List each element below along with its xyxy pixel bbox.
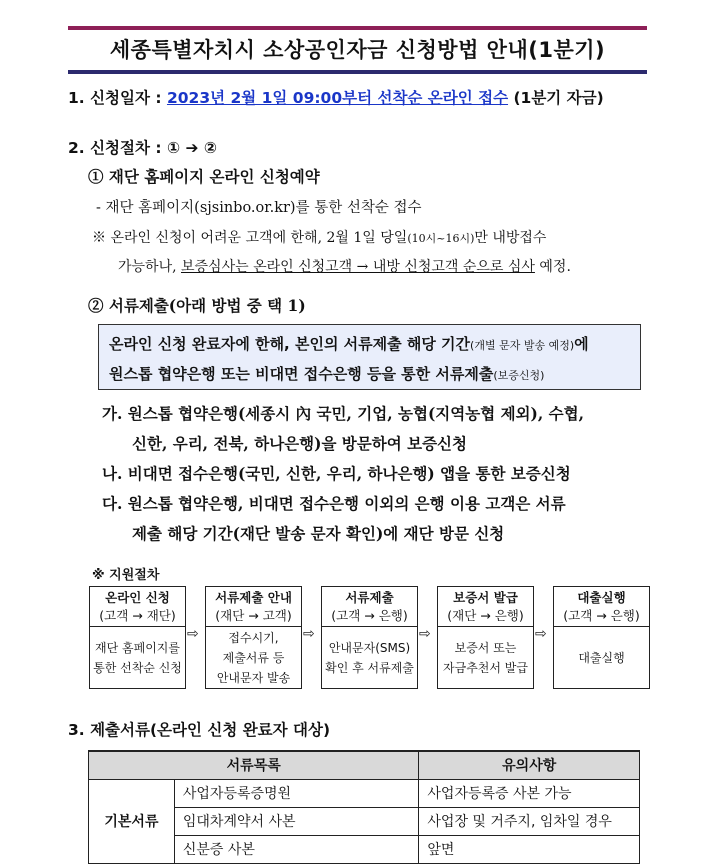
flow-step-2-body-3: 안내문자 발송 xyxy=(216,670,291,685)
method-na: 나. 비대면 접수은행(국민, 신한, 우리, 하나은행) 앱을 통한 보증신청 xyxy=(102,464,571,483)
box-line-1-text: 온라인 신청 완료자에 한해, 본인의 서류제출 해당 기간 xyxy=(109,335,471,353)
flow-step-5-sub: (고객 → 은행) xyxy=(563,608,640,623)
flow-step-3-head xyxy=(322,587,417,627)
flow-step-3-body xyxy=(322,627,417,688)
doc-cell: 사업자등록증명원 xyxy=(174,779,419,807)
flow-step-4-body-2: 자금추천서 발급 xyxy=(443,660,528,675)
flow-arrow-4: ⇨ xyxy=(535,626,547,642)
flow-arrow-3: ⇨ xyxy=(419,626,431,642)
note-cell: 앞면 xyxy=(419,835,640,863)
section-3-label: 3. 제출서류(온라인 신청 완료자 대상) xyxy=(68,721,331,739)
title-top-rule xyxy=(68,26,647,30)
step-1-title: ① 재단 홈페이지 온라인 신청예약 xyxy=(88,167,320,186)
method-da-line-1: 다. 원스톱 협약은행, 비대면 접수은행 이외의 은행 이용 고객은 서류 xyxy=(102,494,566,513)
note-cell: 사업장 및 거주지, 임차일 경우 xyxy=(419,807,640,835)
col-header-notes: 유의사항 xyxy=(419,751,640,779)
flow-step-3-body-1: 안내문자(SMS) xyxy=(328,640,411,655)
flow-step-5-body-1: 대출실행 xyxy=(578,650,625,665)
flow-step-3-title: 서류제출 xyxy=(345,590,394,605)
flow-step-2-title: 서류제출 안내 xyxy=(215,590,292,605)
flow-step-2-head xyxy=(206,587,301,627)
section-2-label: 2. 신청절차 : ① ➔ ② xyxy=(68,139,217,157)
section-1-label: 1. 신청일자 : xyxy=(68,89,162,107)
flow-step-4-title: 보증서 발급 xyxy=(453,590,518,605)
flow-step-1-title: 온라인 신청 xyxy=(105,590,170,605)
flow-step-1-sub: (고객 → 재단) xyxy=(99,608,176,623)
flow-label: ※ 지원절차 xyxy=(92,568,160,583)
flow-step-5 xyxy=(553,586,650,689)
doc-cell: 임대차계약서 사본 xyxy=(174,807,419,835)
flow-step-3 xyxy=(321,586,418,689)
flow-step-4-body xyxy=(438,627,533,688)
section-1-date: 2023년 2월 1일 09:00부터 선착순 온라인 접수 xyxy=(166,89,509,107)
method-ga-line-2: 신한, 우리, 전북, 하나은행)을 방문하여 보증신청 xyxy=(132,434,467,453)
flow-step-2-body-1: 접수시기, xyxy=(228,630,279,645)
flow-step-2 xyxy=(205,586,302,689)
flow-step-4 xyxy=(437,586,534,689)
flow-step-1 xyxy=(89,586,186,689)
flow-step-1-head xyxy=(90,587,185,627)
note-text: ※ 온라인 신청이 어려운 고객에 한해, 2월 1일 당일 xyxy=(92,230,408,246)
flow-step-1-body xyxy=(90,627,185,688)
method-ga-line-1: 가. 원스톱 협약은행(세종시 內 국민, 기업, 농협(지역농협 제외), 수협, xyxy=(102,404,584,423)
flow-step-4-body-1: 보증서 또는 xyxy=(454,640,517,655)
table-row xyxy=(89,779,640,807)
table-header-row xyxy=(89,751,640,779)
flow-step-1-body-1: 재단 홈페이지를 xyxy=(95,640,180,655)
box-line-1-small: (개별 문자 발송 예정) xyxy=(470,339,575,352)
flow-arrow-1: ⇨ xyxy=(187,626,199,642)
flow-step-4-head xyxy=(438,587,533,627)
step-2-title: ② 서류제출(아래 방법 중 택 1) xyxy=(88,296,306,315)
flow-step-5-body xyxy=(554,627,649,688)
section-1 xyxy=(68,86,604,108)
note-end-2: 예정. xyxy=(539,259,571,275)
box-line-1-end: 에 xyxy=(574,335,589,353)
col-header-docs: 서류목록 xyxy=(89,751,419,779)
group-label: 기본서류 xyxy=(89,779,175,863)
note-pre: 가능하나, xyxy=(118,259,177,275)
note-underlined: 보증심사는 온라인 신청고객 → 내방 신청고객 순으로 심사 xyxy=(181,259,535,275)
flow-step-2-body-2: 제출서류 등 xyxy=(222,650,285,665)
box-line-2-text: 원스톱 협약은행 또는 비대면 접수은행 등을 통한 서류제출 xyxy=(109,365,494,383)
step-1-note-line-2 xyxy=(118,256,571,276)
page-title: 세종특별자치시 소상공인자금 신청방법 안내(1분기) xyxy=(109,38,606,62)
box-line-1 xyxy=(109,330,630,360)
flow-step-3-sub: (고객 → 은행) xyxy=(331,608,408,623)
flow-step-2-sub: (재단 → 고객) xyxy=(215,608,292,623)
note-end: 만 내방접수 xyxy=(474,230,547,246)
title-bottom-rule xyxy=(68,70,647,74)
section-1-suffix: (1분기 자금) xyxy=(513,89,604,107)
flow-step-5-title: 대출실행 xyxy=(577,590,626,605)
doc-cell: 신분증 사본 xyxy=(174,835,419,863)
note-cell: 사업자등록증 사본 가능 xyxy=(419,779,640,807)
box-line-2-small: (보증신청) xyxy=(493,369,545,382)
note-time: (10시~16시) xyxy=(407,232,475,245)
documents-table xyxy=(88,750,640,864)
method-da-line-2: 제출 해당 기간(재단 발송 문자 확인)에 재단 방문 신청 xyxy=(132,524,505,543)
box-line-2 xyxy=(109,360,630,390)
flow-step-4-sub: (재단 → 은행) xyxy=(447,608,524,623)
flow-step-1-body-2: 통한 선착순 신청 xyxy=(93,660,182,675)
flow-step-3-body-2: 확인 후 서류제출 xyxy=(325,660,414,675)
submission-note-box xyxy=(98,324,641,390)
step-1-note-line-1 xyxy=(92,227,546,247)
flow-step-2-body xyxy=(206,627,301,688)
flow-arrow-2: ⇨ xyxy=(303,626,315,642)
flow-step-5-head xyxy=(554,587,649,627)
step-1-detail: - 재단 홈페이지(sjsinbo.or.kr)를 통한 선착순 접수 xyxy=(96,200,422,216)
